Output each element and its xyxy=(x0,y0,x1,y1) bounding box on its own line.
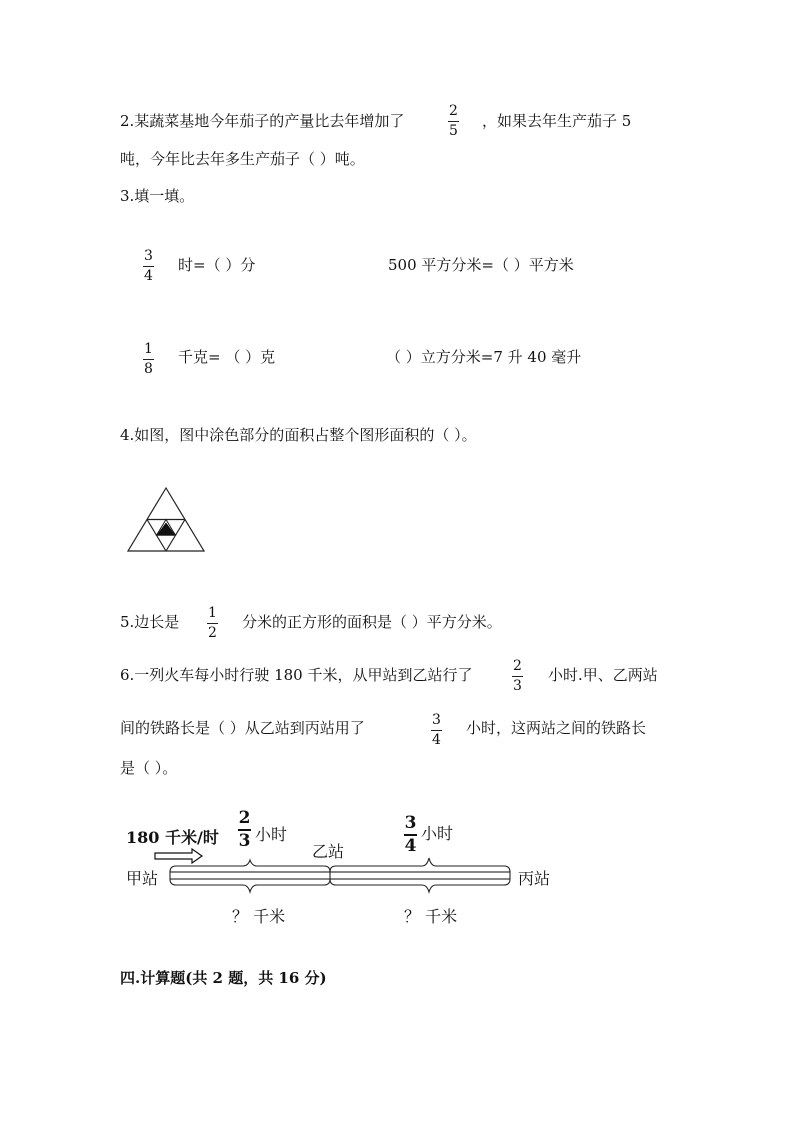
q3-item3-text: 千克= （ ）克 xyxy=(178,348,276,366)
fraction-numerator: 3 xyxy=(404,813,417,833)
bottom-brace-2 xyxy=(330,879,510,892)
fraction-denominator: 5 xyxy=(449,123,458,139)
shaded-triangle xyxy=(157,523,176,536)
fraction-denominator: 3 xyxy=(513,678,522,694)
q3-item3-fraction xyxy=(143,342,154,377)
distance-2-label: ？ 千米 xyxy=(404,907,458,926)
q6-line3-text: 是（ ）。 xyxy=(120,759,178,777)
fraction-denominator: 2 xyxy=(208,625,217,641)
railway-diagram xyxy=(160,852,520,912)
fraction-denominator: 8 xyxy=(144,361,153,377)
station-a-label: 甲站 xyxy=(126,869,159,888)
section-4-title: 四.计算题(共 2 题，共 16 分) xyxy=(120,969,327,987)
fraction-numerator: 2 xyxy=(449,103,458,119)
q6-fraction-2 xyxy=(431,713,442,748)
segment1-fraction xyxy=(238,810,251,850)
railway-track xyxy=(170,872,510,879)
q5-text-start: 5.边长是 xyxy=(120,613,180,631)
fraction-denominator: 4 xyxy=(144,268,153,284)
q2-line1-continued: ，如果去年生产茄子 5 xyxy=(482,112,632,130)
q3-item2-text: 500 平方分米=（ ）平方米 xyxy=(388,256,574,274)
q4-text: 4.如图，图中涂色部分的面积占整个图形面积的（ ）。 xyxy=(120,426,477,444)
fraction-denominator: 4 xyxy=(432,732,441,748)
q3-item1-text: 时=（ ）分 xyxy=(178,256,256,274)
q6-line2-text: 间的铁路长是（ ）从乙站到丙站用了 xyxy=(120,719,365,737)
fraction-numerator: 1 xyxy=(208,605,217,621)
q3-title: 3.填一填。 xyxy=(120,187,195,205)
bottom-brace-1 xyxy=(170,879,330,892)
fraction-numerator: 1 xyxy=(144,341,153,357)
q5-fraction xyxy=(207,606,218,641)
fraction-numerator: 2 xyxy=(513,658,522,674)
top-brace-2 xyxy=(330,858,510,872)
station-b-label: 乙站 xyxy=(312,842,345,861)
fraction-denominator: 4 xyxy=(404,836,417,856)
station-c-label: 丙站 xyxy=(518,869,551,888)
segment2-unit: 小时 xyxy=(421,824,454,843)
fraction-numerator: 3 xyxy=(432,712,441,728)
q6-line2-continued: 小时，这两站之间的铁路长 xyxy=(466,719,647,737)
segment2-fraction xyxy=(404,815,417,855)
fraction-denominator: 3 xyxy=(238,831,251,851)
distance-1-label: ？ 千米 xyxy=(232,907,286,926)
top-brace-1 xyxy=(170,860,330,872)
segment1-unit: 小时 xyxy=(255,825,288,844)
q2-fraction xyxy=(448,104,459,139)
q3-item1-fraction xyxy=(143,249,154,284)
q6-line1-continued: 小时.甲、乙两站 xyxy=(548,666,658,684)
triangle-figure xyxy=(124,484,210,556)
fraction-numerator: 3 xyxy=(144,248,153,264)
q6-line1-text: 6.一列火车每小时行驶 180 千米，从甲站到乙站行了 xyxy=(120,666,473,684)
q2-line1-text: 2.某蔬菜基地今年茄子的产量比去年增加了 xyxy=(120,112,405,130)
speed-label: 180 千米/时 xyxy=(126,828,219,847)
q3-item4-text: （ ）立方分米=7 升 40 毫升 xyxy=(386,348,582,366)
q5-text-end: 分米的正方形的面积是（ ）平方分米。 xyxy=(242,613,502,631)
fraction-numerator: 2 xyxy=(238,808,251,828)
q2-line2-text: 吨，今年比去年多生产茄子（ ）吨。 xyxy=(120,150,365,168)
q6-fraction-1 xyxy=(512,659,523,694)
